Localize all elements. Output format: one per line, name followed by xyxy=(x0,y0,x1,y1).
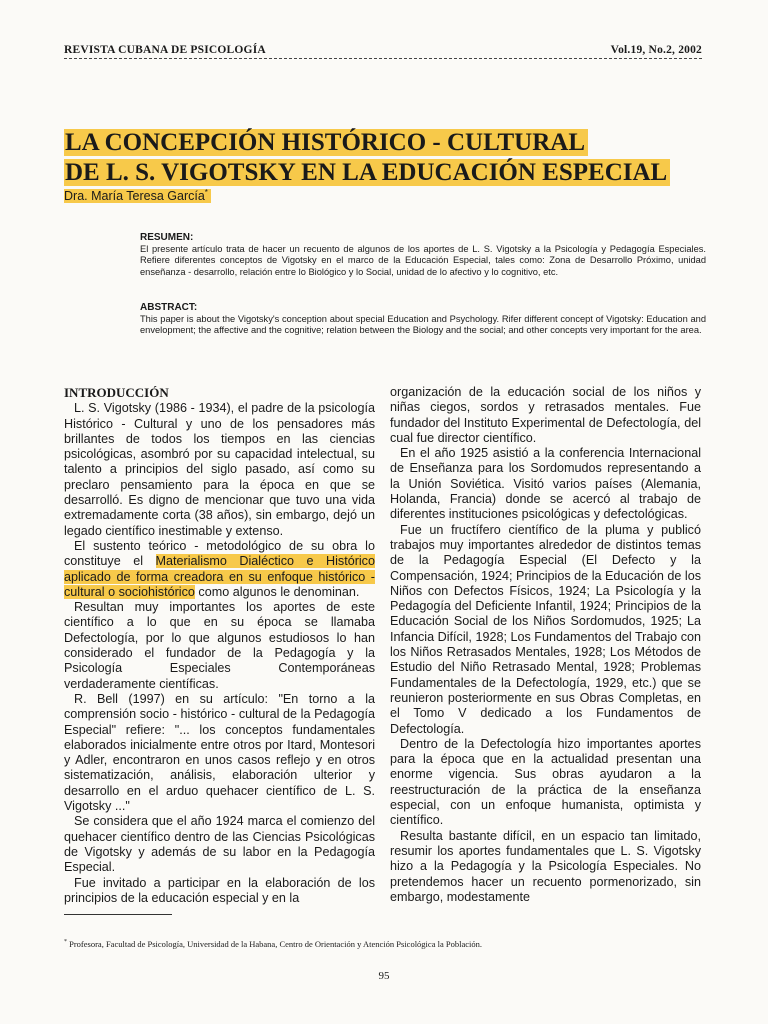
title-line-1: LA CONCEPCIÓN HISTÓRICO - CULTURAL xyxy=(64,129,588,156)
highlighted-text: Materialismo Dialéctico e Histórico aplicado de forma creadora en su enfoque histórico - cultural o sociohistórico xyxy=(64,554,375,599)
title-line-2: DE L. S. VIGOTSKY EN LA EDUCACIÓN ESPECIAL xyxy=(64,159,670,186)
paragraph: Se considera que el año 1924 marca el comienzo del quehacer científico dentro de las Ciencias Psicológicas de Vigotsky y además de su labor en la Pedagogía Especial. xyxy=(64,814,375,875)
resumen-text: El presente artículo trata de hacer un recuento de algunos de los aportes de L. S. Vigotsky a la Psicología y Pedagogía Especiales. Refiere diferentes conceptos de Vigotsky en el marco de la Educación Especial, tales como: Zona de Desarrollo Próximo, unidad enseñanza - desarrollo, relación entre lo Biológico y lo Social, unidad de lo afectivo y lo cognitivo, etc. xyxy=(140,243,706,277)
paragraph: Fue un fructífero científico de la pluma y publicó trabajos muy importantes alrededor de distintos temas de la Pedagogía Especial (El Defecto y la Compensación, 1924; Principios de la Educación de los Niños con Defectos Físicos, 1924; La Psicología y la Pedagogía del Deficiente Infantil, 1924; Principios de la Educación Social de los Niños Sordomudos, 1925; La Infancia Difícil, 1928; Los Fundamentos del Trabajo con los Niños Retrasados Mentales, 1928; Los Métodos de Estudio del Niño Retrasado Mental, 1928; Problemas Fundamentales de la Defectología, 1929, etc.) que se reunieron posteriormente en sus Obras Completas, en el Tomo V dedicado a los Fundamentos de Defectología. xyxy=(390,522,701,736)
abstract-text: This paper is about the Vigotsky's conception about special Education and Psychology. Rifer different concept of Vigotsky: Education and envelopment; the affective and the cognitive; relation between the Biology and the social; and other concepts very important for the area. xyxy=(140,313,706,335)
abstract-block xyxy=(140,302,706,337)
resumen-label: RESUMEN: xyxy=(140,232,194,243)
footnote xyxy=(64,939,482,949)
footnote-mark: * xyxy=(64,939,67,946)
abstract-label: ABSTRACT: xyxy=(140,302,198,313)
journal-name: REVISTA CUBANA DE PSICOLOGÍA xyxy=(64,44,266,56)
footnote-rule xyxy=(64,914,172,915)
resumen-block xyxy=(140,232,706,278)
footnote-text: Profesora, Facultad de Psicología, Universidad de la Habana, Centro de Orientación y Atención Psicológica la Población. xyxy=(67,939,482,949)
paragraph: R. Bell (1997) en su artículo: "En torno a la comprensión socio - histórico - cultural de la Pedagogía Especial" refiere: "... los conceptos fundamentales elaborados inicialmente entre otros por Itard, Montesori y Adler, encontraron en unos casos reflejo y en otros sistematización, análisis, elaboración ulterior y desarrollo en el arduo quehacer científico de L. S. Vigotsky ..." xyxy=(64,691,375,814)
volume-info: Vol.19, No.2, 2002 xyxy=(610,44,702,56)
author-name: Dra. María Teresa García* xyxy=(64,189,211,203)
author-line xyxy=(64,188,211,203)
paragraph: En el año 1925 asistió a la conferencia Internacional de Enseñanza para los Sordomudos representando a la Unión Soviética. Visitó varios países (Alemania, Holanda, Francia) donde se acercó al trabajo de diferentes instituciones psicológicas y defectológicas. xyxy=(390,446,701,522)
author-footnote-mark: * xyxy=(204,188,208,197)
article-title xyxy=(64,128,714,188)
header-rule xyxy=(64,58,702,59)
paragraph: El sustento teórico - metodológico de su obra lo constituye el Materialismo Dialéctico e Histórico aplicado de forma creadora en su enfoque histórico - cultural o sociohistórico como algunos le denominan. xyxy=(64,538,375,599)
page-number: 95 xyxy=(378,970,390,982)
paragraph: organización de la educación social de los niños y niñas ciegos, sordos y retrasados mentales. Fue fundador del Instituto Experimental de Defectología, del cual fue director científico. xyxy=(390,385,701,445)
paragraph: Fue invitado a participar en la elaboración de los principios de la educación especial y en la xyxy=(64,875,375,905)
section-title: INTRODUCCIÓN xyxy=(64,385,169,400)
paragraph: Dentro de la Defectología hizo importantes aportes para la época que en la actualidad presentan una enorme vigencia. Sus obras ayudaron a la reestructuración de la práctica de la enseñanza especial, con un enfoque humanista, optimista y científico. xyxy=(390,736,701,828)
paragraph: L. S. Vigotsky (1986 - 1934), el padre de la psicología Histórico - Cultural y uno de los pensadores más brillantes de todos los tiempos en las ciencias psicológicas, asombró por su capacidad intelectual, su talento a principios del siglo pasado, así como su preclaro pensamiento para la época en que se desarrolló. Es digno de mencionar que tuvo una vida extremadamente corta (38 años), sin embargo, dejó un legado científico inestimable y extenso. xyxy=(64,401,375,538)
paragraph: Resulta bastante difícil, en un espacio tan limitado, resumir los aportes fundamentales que L. S. Vigotsky hizo a la Pedagogía y la Psicología Especiales. No pretendemos hacer un recuento pormenorizado, sin embargo, modestamente xyxy=(390,828,701,904)
right-column xyxy=(390,385,701,905)
left-column xyxy=(64,385,375,906)
paragraph: Resultan muy importantes los aportes de este científico a lo que en su época se llamaba Defectología, por lo que algunos estudiosos lo han considerado el fundador de la Pedagogía y la Psicología Especiales Contemporáneas verdaderamente científicas. xyxy=(64,600,375,691)
